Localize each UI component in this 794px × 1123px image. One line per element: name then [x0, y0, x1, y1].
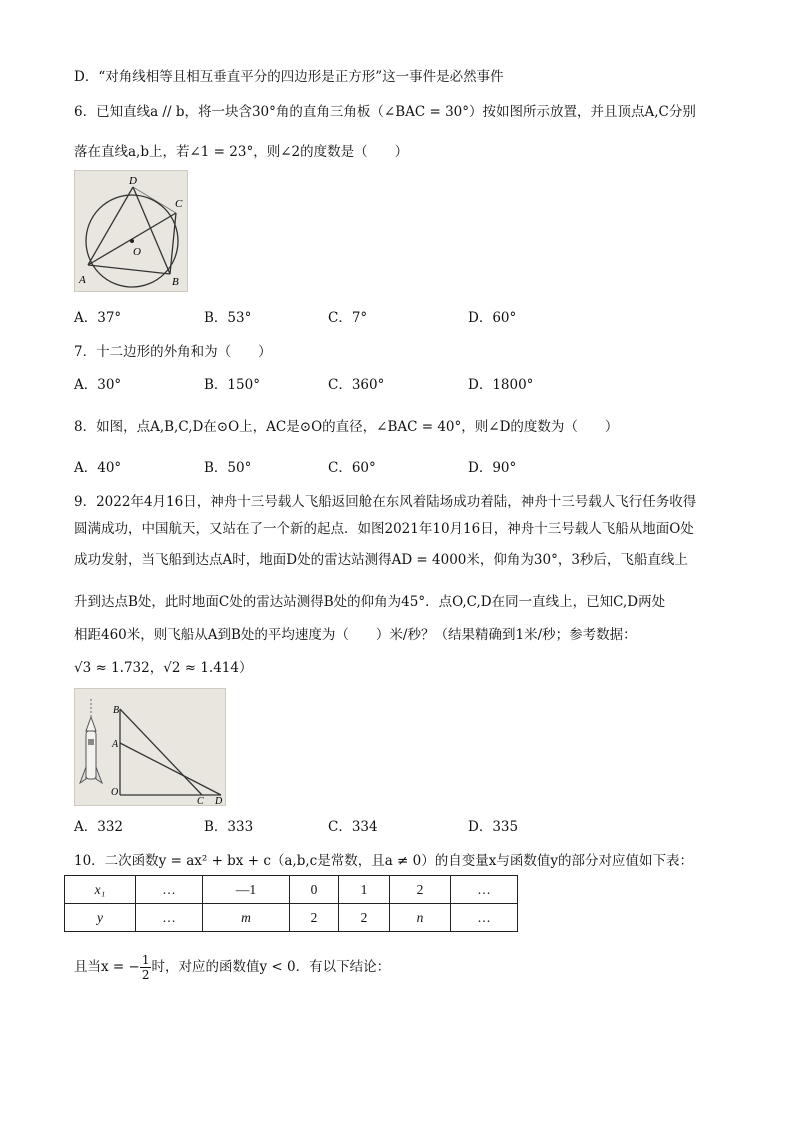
q6-figure-circle [74, 170, 188, 292]
q8-option-c[interactable]: C．60° [328, 460, 376, 476]
q6-option-a[interactable]: A．37° [74, 310, 122, 326]
q6-options [74, 306, 674, 326]
table-cell: y [65, 904, 136, 932]
table-cell: 1 [339, 876, 390, 904]
q10-fraction-den: 2 [141, 968, 150, 982]
table-row [65, 876, 518, 904]
q7-stem: 7．十二边形的外角和为（ ） [74, 344, 272, 360]
q6-label-o: O [133, 246, 141, 258]
q6-stem-line1: 6．已知直线a // b，将一块含30°角的直角三角板（∠BAC = 30°）按如图所示放置，并且顶点A,C分别 [74, 104, 696, 120]
q6-option-d[interactable]: D．60° [468, 310, 517, 326]
q6-label-c: C [175, 198, 183, 210]
table-cell: 2 [290, 904, 339, 932]
table-cell: m [203, 904, 290, 932]
table-cell: … [451, 904, 518, 932]
q5-option-d: D．“对角线相等且相互垂直平分的四边形是正方形”这一事件是必然事件 [74, 69, 504, 85]
q8-options [74, 456, 674, 476]
table-cell: 2 [339, 904, 390, 932]
q9-label-a: A [112, 739, 119, 750]
q6-option-b[interactable]: B．53° [204, 310, 252, 326]
q9-option-d[interactable]: D．335 [468, 819, 519, 835]
table-cell: 0 [290, 876, 339, 904]
q10-stem: 10．二次函数y = ax² + bx + c（a,b,c是常数，且a ≠ 0）的自变量x与函数值y的部分对应值如下表： [74, 853, 693, 869]
q9-stem-line4: 升到达点B处，此时地面C处的雷达站测得B处的仰角为45°．点O,C,D在同一直线上，已知C,D两处 [74, 594, 666, 610]
table-row [65, 904, 518, 932]
q9-figure-rocket [74, 688, 226, 806]
q9-stem-line1: 9．2022年4月16日，神舟十三号载人飞船返回舱在东风着陆场成功着陆，神舟十三号载人飞行任务收得 [74, 494, 697, 510]
q6-option-c[interactable]: C．7° [328, 310, 368, 326]
q10-fraction-num: 1 [141, 953, 150, 967]
q8-option-d[interactable]: D．90° [468, 460, 517, 476]
q9-label-c: C [197, 796, 204, 805]
q6-label-a: A [79, 274, 86, 286]
q9-stem-line6: √3 ≈ 1.732，√2 ≈ 1.414） [74, 660, 253, 676]
q7-option-c[interactable]: C．360° [328, 377, 385, 393]
table-cell: 2 [390, 876, 451, 904]
q6-stem-line2: 落在直线a,b上，若∠1 = 23°，则∠2的度数是（ ） [74, 144, 409, 160]
q6-figure-svg [75, 171, 187, 291]
q10-condition [74, 953, 390, 982]
q7-options [74, 373, 674, 393]
table-cell: x₁ [65, 876, 136, 904]
table-cell: … [136, 904, 203, 932]
q9-figure-svg [75, 689, 225, 805]
q9-stem-line2: 圆满成功，中国航天，又站在了一个新的起点．如图2021年10月16日，神舟十三号载人飞船从地面O处 [74, 521, 694, 537]
q6-label-d: D [129, 175, 137, 187]
q10-condition-prefix: 且当x = − [74, 959, 140, 975]
q7-option-b[interactable]: B．150° [204, 377, 260, 393]
q9-options [74, 815, 674, 835]
q9-option-c[interactable]: C．334 [328, 819, 378, 835]
table-cell: n [390, 904, 451, 932]
q8-option-b[interactable]: B．50° [204, 460, 252, 476]
q6-label-b: B [172, 276, 179, 288]
table-cell: … [451, 876, 518, 904]
q9-stem-line3: 成功发射，当飞船到达点A时，地面D处的雷达站测得AD = 4000米，仰角为30°，3秒后，飞船直线上 [74, 552, 688, 568]
q7-option-d[interactable]: D．1800° [468, 377, 534, 393]
q7-option-a[interactable]: A．30° [74, 377, 122, 393]
table-cell: … [136, 876, 203, 904]
table-cell: —1 [203, 876, 290, 904]
q8-option-a[interactable]: A．40° [74, 460, 122, 476]
q9-label-d: D [215, 796, 223, 805]
q9-option-b[interactable]: B．333 [204, 819, 254, 835]
q9-label-o: O [111, 787, 119, 798]
q9-stem-line5: 相距460米，则飞船从A到B处的平均速度为（ ）米/秒？（结果精确到1米/秒；参考数据： [74, 627, 637, 643]
q10-value-table [64, 875, 518, 932]
q9-label-b: B [113, 705, 120, 716]
q9-option-a[interactable]: A．332 [74, 819, 124, 835]
q8-stem: 8．如图，点A,B,C,D在⊙O上，AC是⊙O的直径，∠BAC = 40°，则∠D的度数为（ ） [74, 419, 619, 435]
q10-fraction [140, 953, 152, 982]
q10-condition-suffix: 时，对应的函数值y < 0．有以下结论： [151, 959, 391, 975]
